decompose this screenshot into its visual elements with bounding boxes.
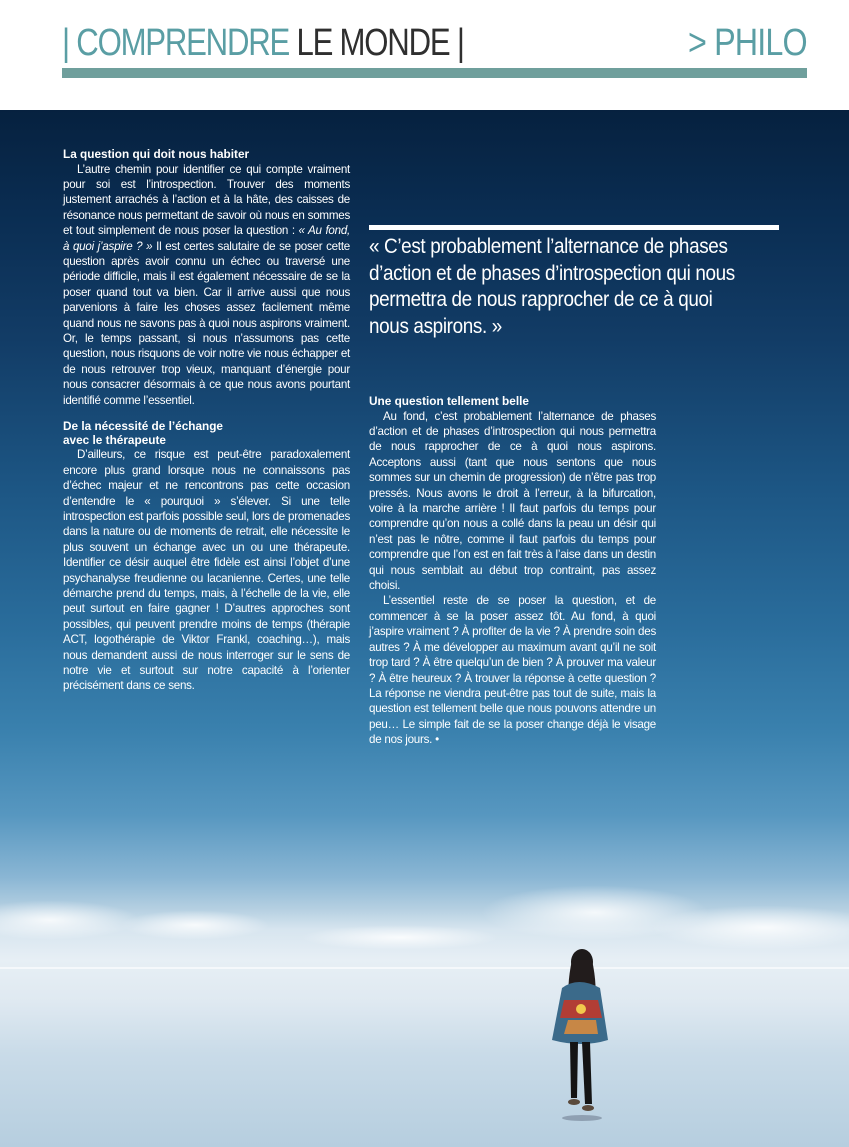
pull-quote: « C’est probablement l’alternance de phases d’action et de phases d’introspection qui nous permettra de nous rapprocher de ce à quoi nous aspirons. » [369,235,735,338]
pull-quote-rule [369,225,779,230]
section-heading: Une question tellement belle [369,394,529,408]
paragraph-text: L’autre chemin pour identifier ce qui compte vraiment pour soi est l’introspection. Trouver des moments justement arrachés à l’action et à la hâte, des caisses de résonance nous permettant de savoir où nous en sommes et tout simplement de nous poser la question : [63,162,350,238]
section-heading-line: De la nécessité de l’échange [63,419,223,434]
rubric-title [62,22,464,65]
section-label: > PHILO [688,22,807,64]
paragraph-text: Il est certes salutaire de se poser cette question après avoir connu un échec ou traversé une période difficile, mais il est également nécessaire de se la poser quand tout va bien. Car il arrive aussi que nous parvenions à faire les choses assez facilement même quand nous ne savons pas à quoi nous aspirons vraiment. Or, le temps passant, si nous n’assumons pas cette question, nous risquons de voir notre vie nous échapper et de nous retrouver trop vieux, manquant d’énergie pour nous consacrer désormais à ce que nous avons pourtant identifié comme l’essentiel. [63,239,350,407]
horizon-line [0,967,849,969]
rubric-title-accent: | COMPRENDRE [62,22,290,64]
article-paragraph [63,162,350,409]
cloud [120,910,270,940]
article-paragraph: D’ailleurs, ce risque est peut-être paradoxalement encore plus grand lorsque nous ne connaissons pas d’échec majeur et ne rencontrons pas cette occasion d’entendre le « pourquoi » s’élever. Si une telle introspection est parfois possible seul, lors de promenades dans la nature ou de moments de retrait, elle nécessite le plus souvent un échange avec un ou une thérapeute. Identifier ce désir auquel être fidèle est ainsi l’objet d’une psychanalyse freudienne ou lacanienne. Certes, une telle démarche prend du temps, mais, à l’échelle de la vie, elle peut surtout en faire gagner ! D’autres approches sont possibles, qui peuvent prendre moins de temps (thérapie ACT, logothérapie de Viktor Frankl, coaching…), mais nous demandent aussi de nous interroger sur le sens de notre vie et surtout sur notre capacité à l’orienter précisément dans ce sens. [63,448,350,693]
article-column-left [63,148,350,694]
article-paragraph: Au fond, c’est probablement l’alternance de phases d’action et de phases d’introspection qui nous permettra de nous rapprocher de ce à quoi nous aspirons. Acceptons aussi (tant que nous sentons que nous sommes sur un chemin de progression) de n’être pas trop pressés. Nous avons le droit à l’erreur, à la bifurcation, voire à la marche arrière ! Il faut parfois du temps pour comprendre qu’on nous a collé dans la peau un désir qui n’est pas le nôtre, comme il faut parfois du temps pour comprendre que l’on est en fait très à l’aise dans un destin qui nous semblait au début trop contraint, pas assez choisi. [369,409,656,593]
cloud [300,925,500,950]
header-rule [62,68,807,78]
cloud [650,905,849,950]
page-header [0,0,849,110]
walking-woman-figure [548,948,612,1123]
rubric-title-rest: LE MONDE | [296,22,464,64]
section-heading: La question qui doit nous habiter [63,147,250,161]
section-heading [63,420,350,447]
article-column-right [369,395,656,748]
article-paragraph: L’essentiel reste de se poser la question, et de commencer à se la poser assez tôt. Au fond, à quoi j’aspire vraiment ? À profiter de la vie ? À prendre soin des autres ? À me développer au maximum avant qu’il ne soit trop tard ? À être quelqu’un de bien ? À prouver ma valeur ? À être heureux ? À trouver la réponse à cette question ? La réponse ne viendra peut-être pas tout de suite, mais la question est tellement belle que nous pouvons attendre un peu… Le simple fait de se la poser change déjà le visage de nos jours. • [369,594,656,747]
section-heading-line: avec le thérapeute [63,432,166,447]
quoted-question: « Au fond, à quoi j’aspire ? » [63,224,350,253]
cloud [0,900,140,940]
